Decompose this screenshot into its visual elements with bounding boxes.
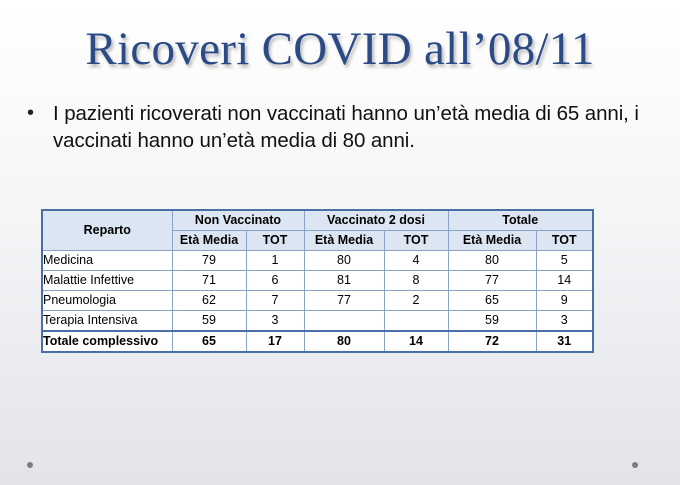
cell-value: 62 — [172, 291, 246, 311]
bullet-item — [27, 100, 647, 154]
cell-value: 6 — [246, 271, 304, 291]
row-reparto: Terapia Intensiva — [42, 311, 172, 332]
cell-value: 79 — [172, 251, 246, 271]
cell-value: 5 — [536, 251, 593, 271]
table-row — [42, 311, 593, 332]
decorative-dot-right — [632, 462, 638, 468]
cell-value: 2 — [384, 291, 448, 311]
table-row — [42, 271, 593, 291]
cell-value: 77 — [448, 271, 536, 291]
header-group-totale: Totale — [448, 210, 593, 231]
cell-value: 81 — [304, 271, 384, 291]
cell-value: 9 — [536, 291, 593, 311]
cell-value: 7 — [246, 291, 304, 311]
cell-value: 1 — [246, 251, 304, 271]
total-value: 80 — [304, 331, 384, 352]
bullet-icon: • — [27, 102, 35, 124]
cell-value: 80 — [304, 251, 384, 271]
table-row — [42, 291, 593, 311]
cell-value: 3 — [536, 311, 593, 332]
total-value: 14 — [384, 331, 448, 352]
cell-value: 3 — [246, 311, 304, 332]
cell-value — [384, 311, 448, 332]
cell-value: 80 — [448, 251, 536, 271]
cell-value: 4 — [384, 251, 448, 271]
table-total-row — [42, 331, 593, 352]
row-reparto: Malattie Infettive — [42, 271, 172, 291]
cell-value — [304, 311, 384, 332]
header-reparto: Reparto — [42, 210, 172, 251]
total-value: 31 — [536, 331, 593, 352]
total-value: 65 — [172, 331, 246, 352]
header-group-vaccinato: Vaccinato 2 dosi — [304, 210, 448, 231]
total-value: 72 — [448, 331, 536, 352]
subheader-tot: TOT — [384, 231, 448, 251]
subheader-tot: TOT — [536, 231, 593, 251]
cell-value: 65 — [448, 291, 536, 311]
cell-value: 59 — [172, 311, 246, 332]
total-value: 17 — [246, 331, 304, 352]
cell-value: 77 — [304, 291, 384, 311]
slide-title: Ricoveri COVID all’08/11 — [85, 23, 595, 75]
subheader-eta-media: Età Media — [304, 231, 384, 251]
decorative-dot-left — [27, 462, 33, 468]
header-group-non-vaccinato: Non Vaccinato — [172, 210, 304, 231]
hospitalization-table — [41, 209, 594, 353]
subheader-eta-media: Età Media — [448, 231, 536, 251]
subheader-tot: TOT — [246, 231, 304, 251]
cell-value: 8 — [384, 271, 448, 291]
cell-value: 14 — [536, 271, 593, 291]
cell-value: 59 — [448, 311, 536, 332]
bullet-text: I pazienti ricoverati non vaccinati hanno un’età media di 65 anni, i vaccinati hanno un’età media di 80 anni. — [53, 102, 639, 152]
row-reparto: Pneumologia — [42, 291, 172, 311]
subheader-eta-media: Età Media — [172, 231, 246, 251]
table-row — [42, 251, 593, 271]
row-reparto: Medicina — [42, 251, 172, 271]
total-label: Totale complessivo — [42, 331, 172, 352]
cell-value: 71 — [172, 271, 246, 291]
